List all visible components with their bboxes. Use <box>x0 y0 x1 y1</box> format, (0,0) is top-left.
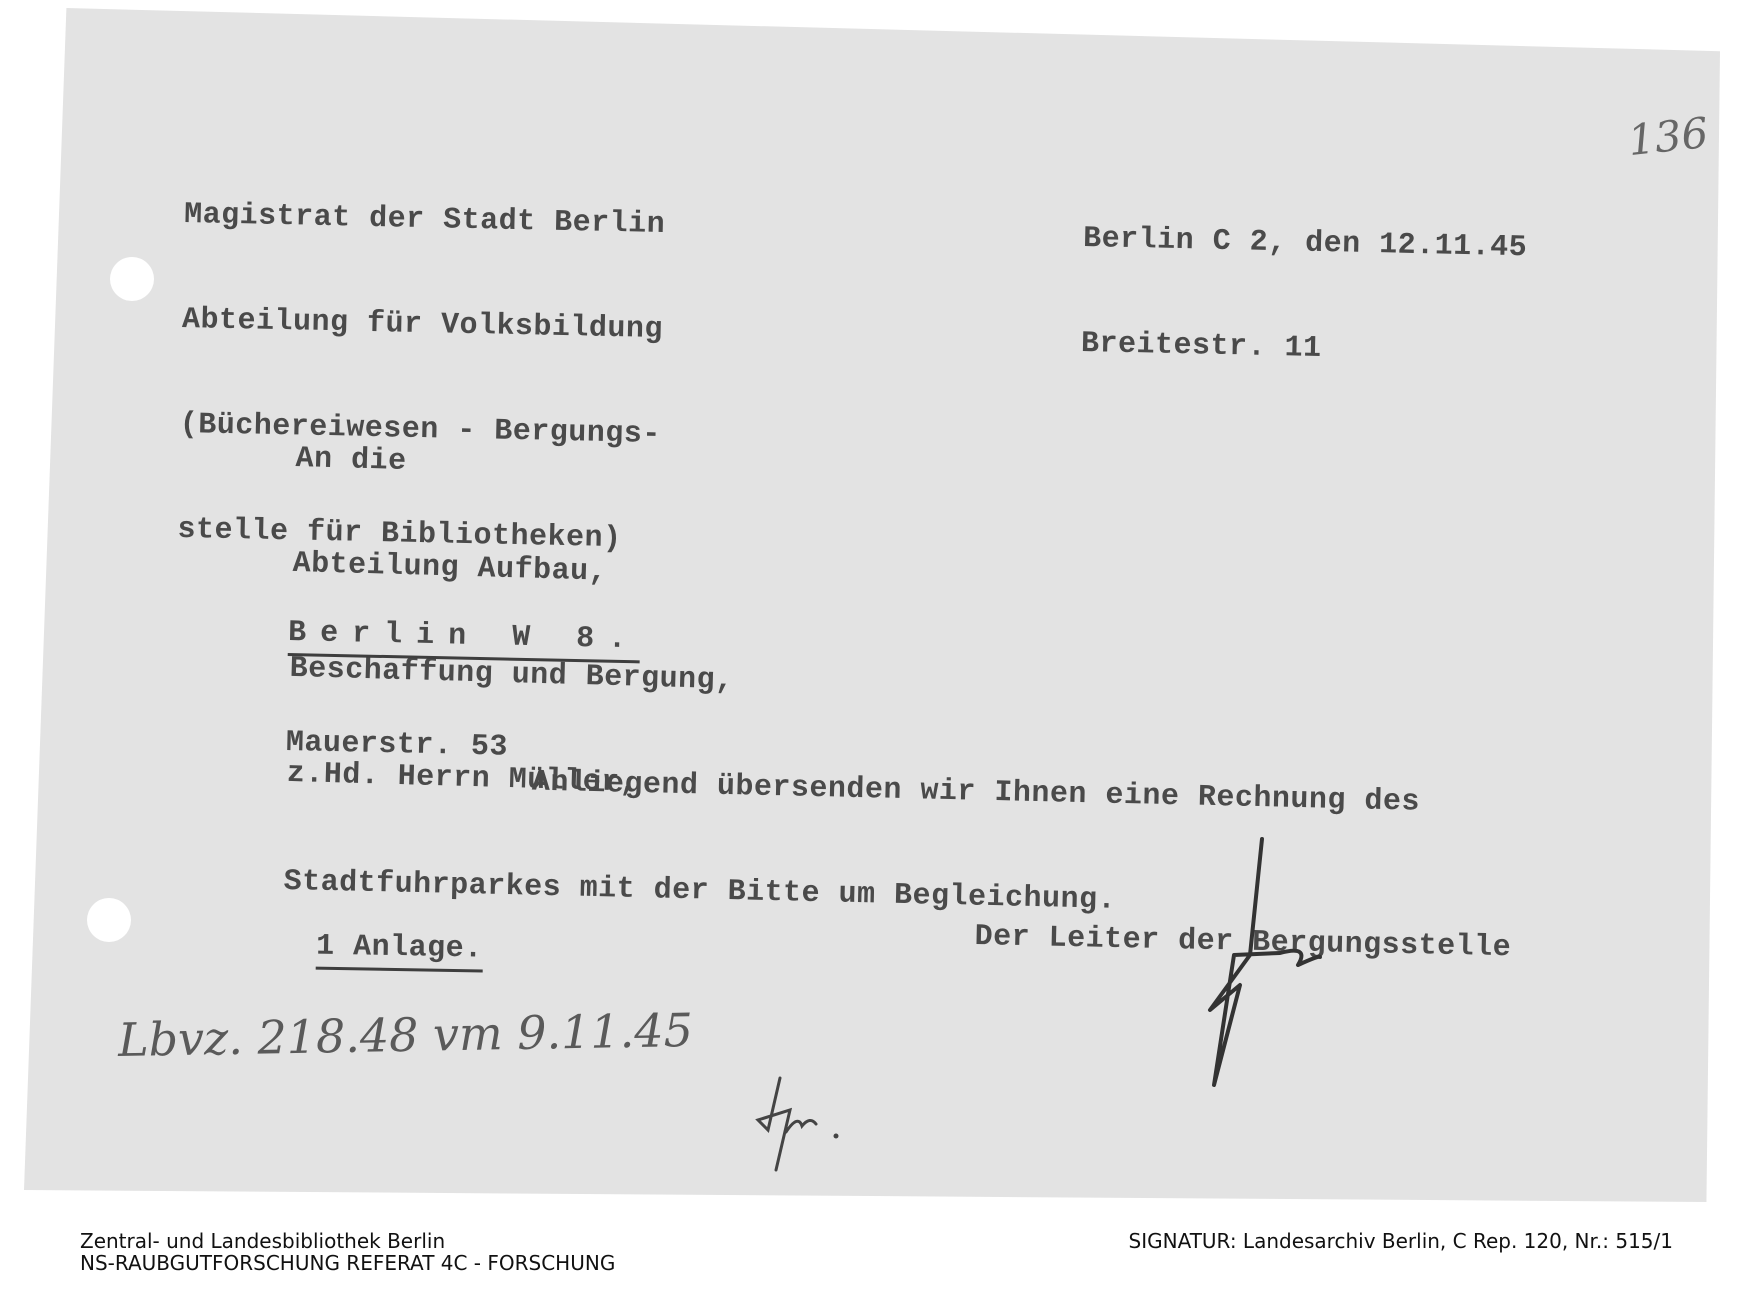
punch-hole-bottom <box>87 898 131 942</box>
handwritten-note: Lbvz. 218.48 vm 9.11.45 <box>117 1002 694 1068</box>
signature-title: Der Leiter der Bergungsstelle <box>974 920 1512 966</box>
sender-line: Magistrat der Stadt Berlin <box>183 197 666 243</box>
place-date-block <box>1080 152 1529 406</box>
page-number: 136 <box>1625 107 1711 166</box>
footer-department: NS-RAUBGUTFORSCHUNG REFERAT 4C - FORSCHUNG <box>80 1251 616 1275</box>
body-line: Stadtfuhrparkes mit der Bitte um Begleichung. <box>283 864 1117 918</box>
signature-mark <box>1170 835 1350 1095</box>
enclosure-block <box>279 894 484 973</box>
recipient-line: Beschaffung und Bergung, <box>289 651 735 699</box>
enclosure-note: 1 Anlage. <box>316 930 483 973</box>
recipient-line: Abteilung Aufbau, <box>292 546 608 590</box>
recipient-street: Mauerstr. 53 <box>285 725 509 765</box>
body-line: Anliegend übersenden wir Ihnen eine Rechnung des <box>531 765 1421 820</box>
address-line: Breitestr. 11 <box>1080 326 1322 366</box>
place-date-line: Berlin C 2, den 12.11.45 <box>1082 221 1528 266</box>
footer-institution: Zentral- und Landesbibliothek Berlin <box>80 1229 446 1253</box>
footer-signature-ref: SIGNATUR: Landesarchiv Berlin, C Rep. 120, Nr.: 515/1 <box>1128 1229 1673 1253</box>
punch-hole-top <box>110 257 154 301</box>
recipient-line: An die <box>295 441 408 480</box>
initials-mark <box>750 1070 860 1180</box>
sender-line: Abteilung für Volksbildung <box>181 302 664 348</box>
sender-line: stelle für Bibliotheken) <box>177 512 622 557</box>
recipient-line: z.Hd. Herrn Müller, <box>286 756 639 801</box>
sender-line: (Büchereiwesen - Bergungs- <box>179 407 662 453</box>
recipient-city: Berlin W 8. <box>288 616 641 663</box>
